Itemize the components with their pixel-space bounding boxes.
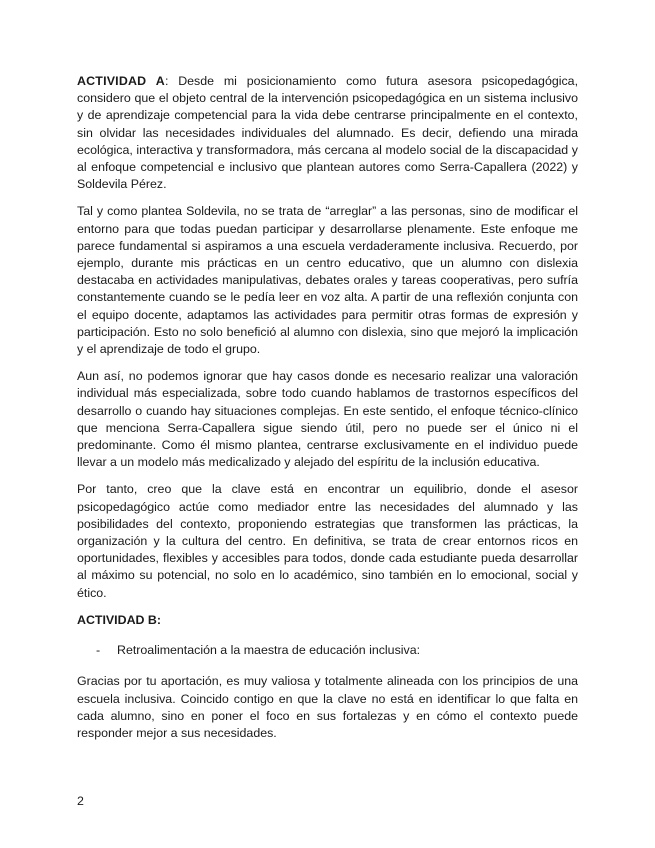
actividad-a-heading: ACTIVIDAD A	[77, 74, 165, 88]
actividad-a-paragraph-1	[77, 73, 578, 193]
actividad-a-paragraph-1-text: : Desde mi posicionamiento como futura asesora psicopedagógica, considero que el objeto central de la intervención psicopedagógica en un sistema inclusivo y de aprendizaje competencial para la vida debe centrarse principalmente en el contexto, sin olvidar las necesidades individuales del alumnado. Es decir, defiendo una mirada ecológica, interactiva y transformadora, más cercana al modelo social de la discapacidad y al enfoque competencial e inclusivo que plantean autores como Serra-Capallera (2022) y Soldevila Pérez.	[77, 74, 579, 192]
bullet-text: Retroalimentación a la maestra de educación inclusiva:	[117, 643, 421, 658]
page-number: 2	[77, 794, 84, 808]
actividad-a-paragraph-2: Tal y como plantea Soldevila, no se trata de “arreglar” a las personas, sino de modificar el entorno para que todas puedan participar y desarrollarse plenamente. Este enfoque me parece fundamental si aspiramos a una escuela verdaderamente inclusiva. Recuerdo, por ejemplo, durante mis prácticas en un centro educativo, que un alumno con dislexia destacaba en actividades manipulativas, debates orales y tareas cooperativas, pero sufría constantemente cuando se le pedía leer en voz alta. A partir de una reflexión conjunta con el equipo docente, adaptamos las actividades para permitir otras formas de expresión y participación. Esto no solo benefició al alumno con dislexia, sino que mejoró la implicación y el aprendizaje de todo el grupo.	[77, 204, 578, 357]
list-item	[77, 642, 578, 659]
actividad-a-paragraph-4: Por tanto, creo que la clave está en encontrar un equilibrio, donde el asesor psicopedagógico actúe como mediador entre las necesidades del alumnado y las posibilidades del contexto, proponiendo estrategias que transformen las prácticas, la organización y la cultura del centro. En definitiva, se trata de crear entornos ricos en oportunidades, flexibles y accesibles para todos, donde cada estudiante pueda desarrollar al máximo su potencial, no solo en lo académico, sino también en lo emocional, social y ético.	[77, 482, 578, 600]
actividad-a-paragraph-3: Aun así, no podemos ignorar que hay casos donde es necesario realizar una valoración individual más especializada, sobre todo cuando hablamos de trastornos específicos del desarrollo o cuando hay situaciones complejas. En este sentido, el enfoque técnico-clínico que menciona Serra-Capallera sigue siendo útil, pero no puede ser el único ni el predominante. Como él mismo plantea, centrarse exclusivamente en el individuo puede llevar a un modelo más medicalizado y alejado del espíritu de la inclusión educativa.	[77, 369, 578, 470]
bullet-marker: -	[96, 643, 101, 658]
document-body	[77, 73, 578, 752]
actividad-b-heading: ACTIVIDAD B:	[77, 612, 161, 627]
actividad-b-paragraph-1: Gracias por tu aportación, es muy valiosa y totalmente alineada con los principios de una escuela inclusiva. Coincido contigo en que la clave no está en identificar lo que falta en cada alumno, sino en poner el foco en sus fortalezas y en cómo el contexto puede responder mejor a sus necesidades.	[77, 674, 578, 740]
